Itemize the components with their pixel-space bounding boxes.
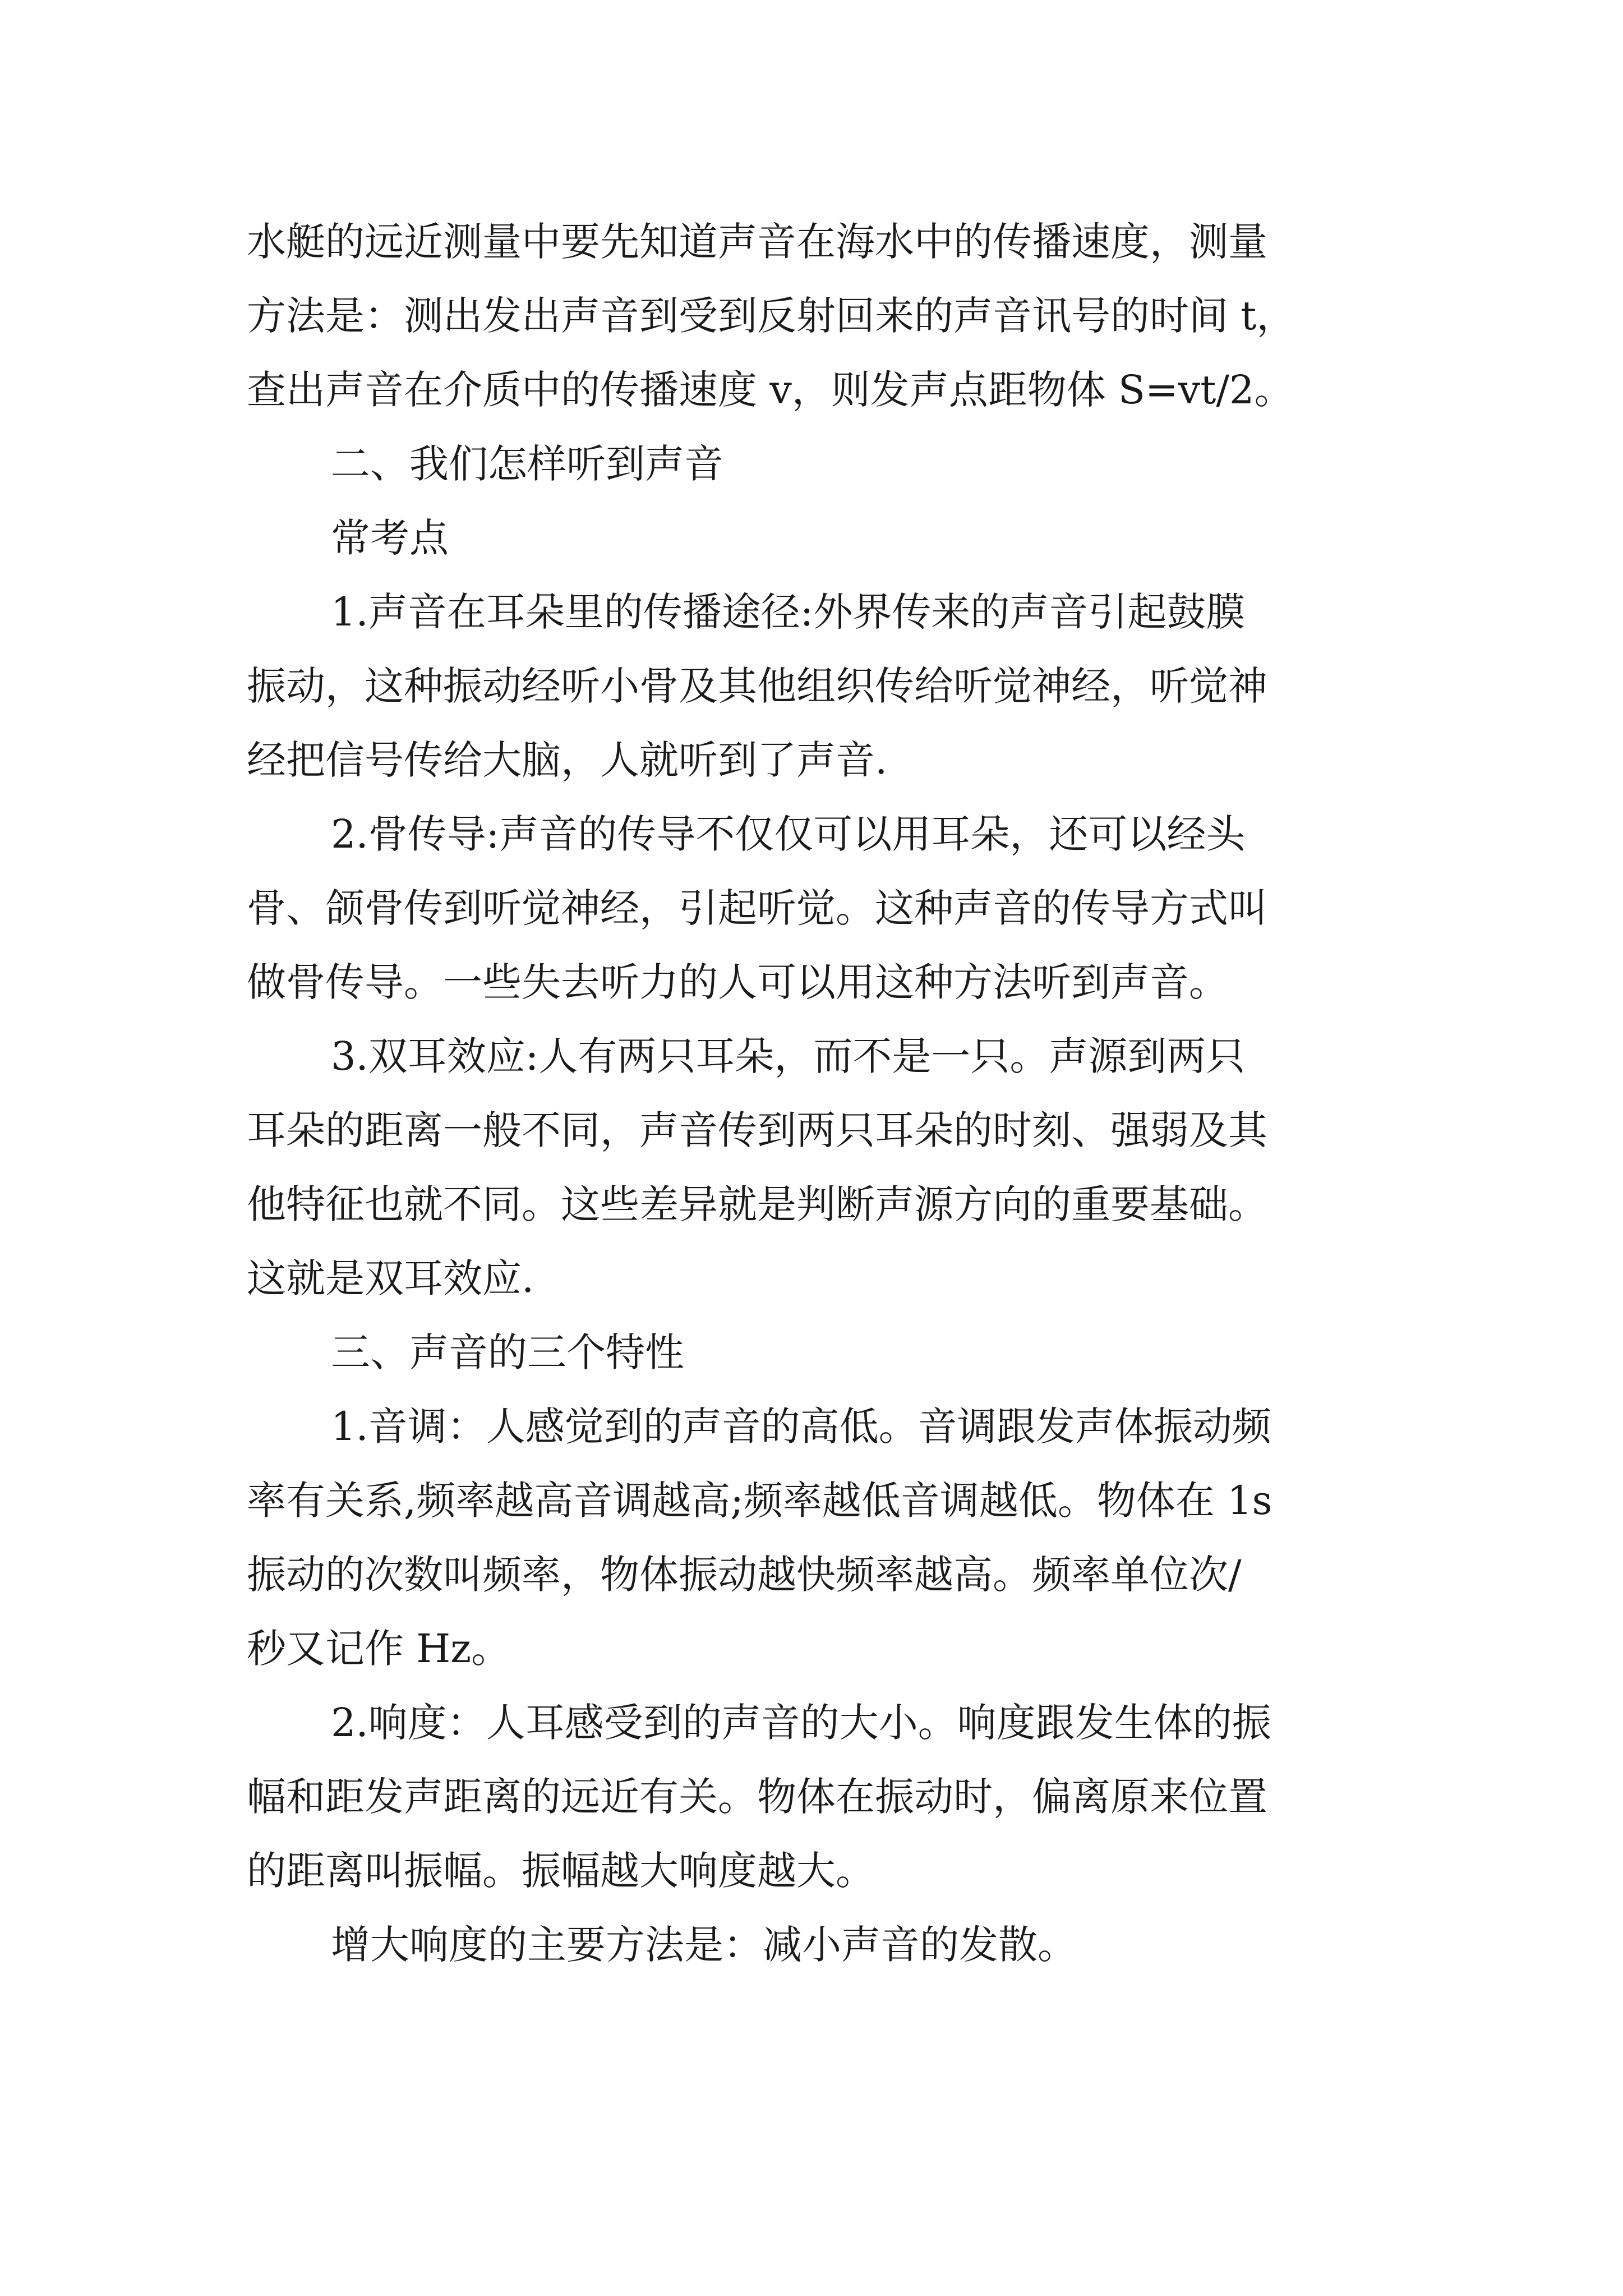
paragraph-line: 1.音调：人感觉到的声音的高低。音调跟发声体振动频 — [331, 1404, 1271, 1450]
text-line: 经把信号传给大脑，人就听到了声音. — [247, 737, 888, 783]
text-line: 耳朵的距离一般不同，声音传到两只耳朵的时刻、强弱及其 — [247, 1107, 1267, 1153]
section-heading: 三、声音的三个特性 — [331, 1329, 684, 1375]
text-line: 水艇的远近测量中要先知道声音在海水中的传播速度，测量 — [247, 219, 1267, 265]
paragraph-line: 增大响度的主要方法是：减小声音的发散。 — [331, 1922, 1077, 1968]
paragraph-line: 3.双耳效应:人有两只耳朵，而不是一只。声源到两只 — [331, 1033, 1246, 1079]
text-line: 振动，这种振动经听小骨及其他组织传给听觉神经，听觉神 — [247, 663, 1267, 709]
text-line: 方法是：测出发出声音到受到反射回来的声音讯号的时间 t， — [247, 293, 1296, 339]
subheading: 常考点 — [331, 515, 449, 561]
text-line: 这就是双耳效应. — [247, 1255, 534, 1301]
section-heading: 二、我们怎样听到声音 — [331, 441, 723, 487]
text-line: 的距离叫振幅。振幅越大响度越大。 — [247, 1848, 875, 1894]
paragraph-line: 2.骨传导:声音的传导不仅仅可以用耳朵，还可以经头 — [331, 811, 1246, 857]
paragraph-line: 2.响度：人耳感受到的声音的大小。响度跟发生体的振 — [331, 1700, 1271, 1746]
text-line: 他特征也就不同。这些差异就是判断声源方向的重要基础。 — [247, 1181, 1267, 1227]
text-line: 率有关系,频率越高音调越高;频率越低音调越低。物体在 1s — [247, 1478, 1272, 1524]
text-line: 秒又记作 Hz。 — [247, 1626, 511, 1672]
text-line: 幅和距发声距离的远近有关。物体在振动时，偏离原来位置 — [247, 1774, 1267, 1820]
text-line: 振动的次数叫频率，物体振动越快频率越高。频率单位次/ — [247, 1552, 1242, 1598]
paragraph-line: 1.声音在耳朵里的传播途径:外界传来的声音引起鼓膜 — [331, 589, 1246, 635]
text-line: 做骨传导。一些失去听力的人可以用这种方法听到声音。 — [247, 959, 1228, 1005]
text-line: 查出声音在介质中的传播速度 v，则发声点距物体 S=vt/2。 — [247, 367, 1294, 413]
text-line: 骨、颌骨传到听觉神经，引起听觉。这种声音的传导方式叫 — [247, 885, 1267, 931]
document-body — [247, 205, 1391, 1982]
